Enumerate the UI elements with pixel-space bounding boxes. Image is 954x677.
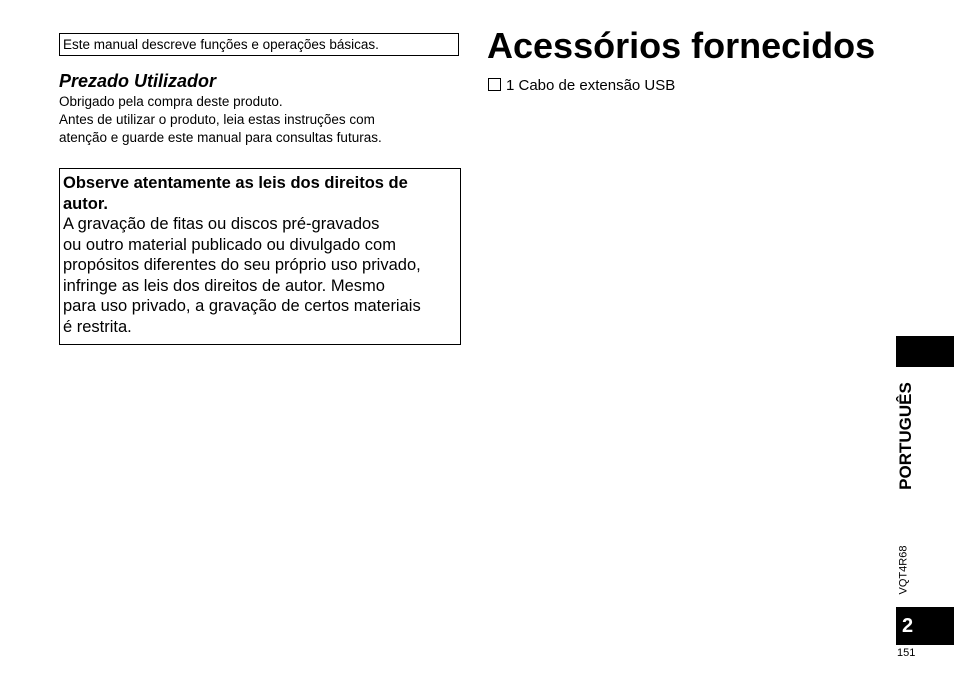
accessories-title: Acessórios fornecidos bbox=[487, 25, 876, 66]
copyright-body-line: ou outro material publicado ou divulgado com bbox=[63, 235, 396, 254]
copyright-title-line: Observe atentamente as leis dos direitos de bbox=[63, 174, 408, 192]
copyright-notice-box bbox=[59, 168, 461, 345]
copyright-body-line: A gravação de fitas ou discos pré-gravados bbox=[63, 215, 380, 233]
copyright-body-line: para uso privado, a gravação de certos materiais bbox=[63, 297, 421, 315]
language-label: PORTUGUÊS bbox=[896, 382, 915, 490]
copyright-title-line: autor. bbox=[63, 194, 108, 213]
greeting-line: Obrigado pela compra deste produto. bbox=[59, 94, 283, 109]
greeting-line: Antes de utilizar o produto, leia estas instruções com bbox=[59, 112, 375, 127]
greeting-line: atenção e guarde este manual para consultas futuras. bbox=[59, 130, 382, 145]
copyright-body-line: infringe as leis dos direitos de autor. Mesmo bbox=[63, 276, 385, 295]
accessory-item bbox=[488, 77, 675, 95]
copyright-body-line: é restrita. bbox=[63, 317, 132, 336]
checkbox-icon bbox=[488, 78, 501, 91]
greeting-body bbox=[59, 93, 469, 147]
copyright-body-line: propósitos diferentes do seu próprio uso privado, bbox=[63, 256, 421, 274]
document-code: VQT4R68 bbox=[897, 545, 910, 595]
page-number-tab bbox=[896, 607, 954, 645]
total-page-number: 151 bbox=[897, 647, 916, 659]
greeting-title: Prezado Utilizador bbox=[59, 71, 217, 91]
section-tab-marker bbox=[896, 336, 954, 367]
intro-note-text: Este manual descreve funções e operações básicas. bbox=[63, 37, 379, 52]
accessory-item-label: 1 Cabo de extensão USB bbox=[506, 77, 676, 94]
page-number: 2 bbox=[902, 615, 914, 637]
intro-note-box bbox=[59, 33, 459, 56]
